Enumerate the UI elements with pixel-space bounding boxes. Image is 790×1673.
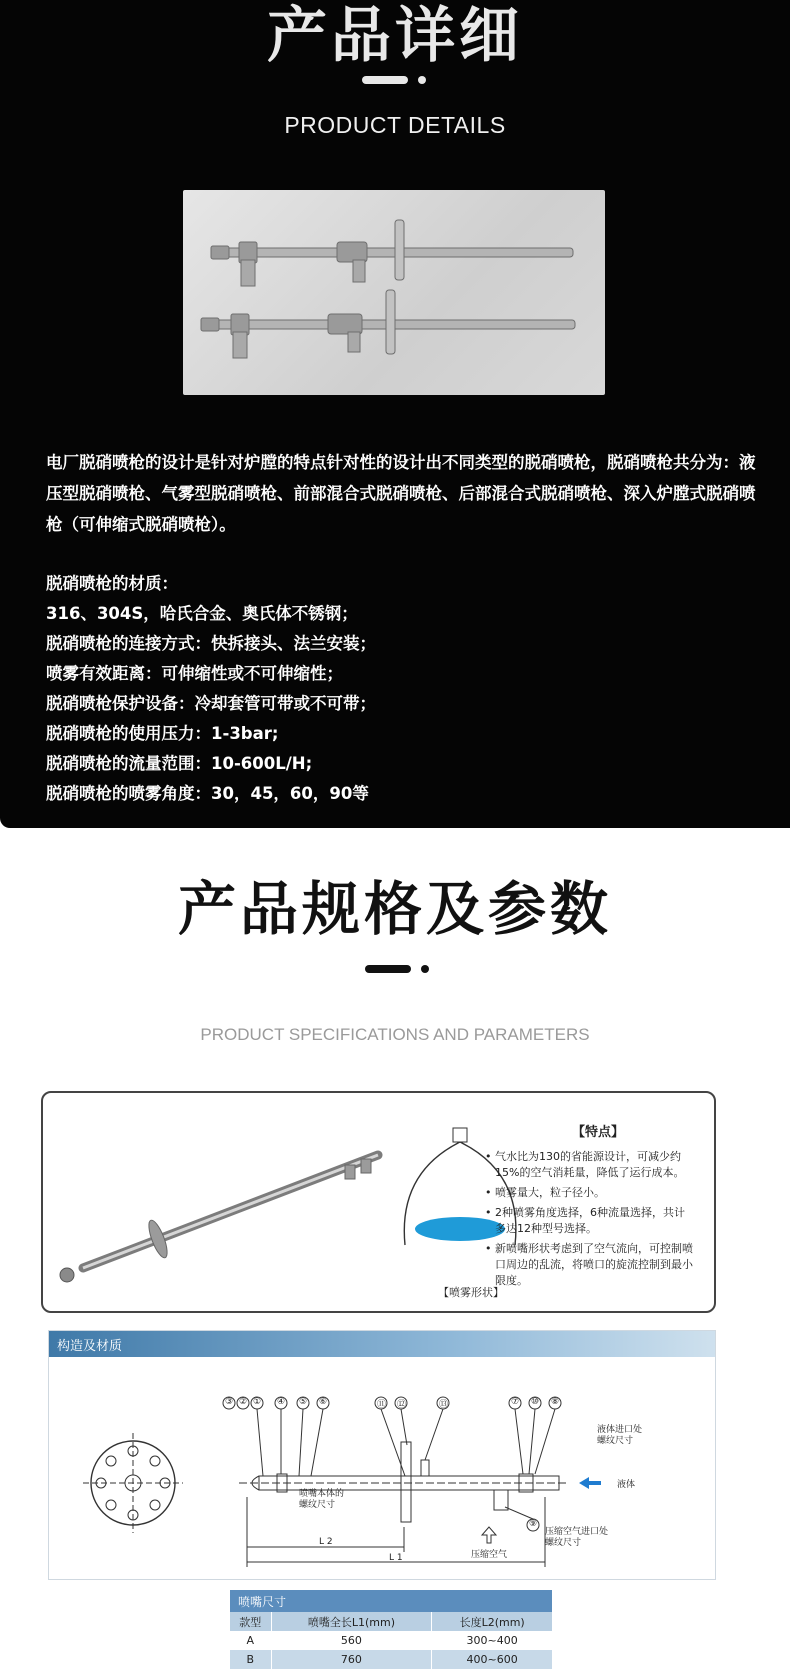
callout-4: ④ bbox=[277, 1397, 286, 1407]
callout-13: ⑬ bbox=[439, 1400, 449, 1410]
table-row bbox=[230, 1631, 553, 1650]
table-cell: 560 bbox=[271, 1631, 432, 1650]
spec-line: 喷雾有效距离：可伸缩性或不可伸缩性； bbox=[46, 664, 343, 683]
nozzle-thread-label: 喷嘴本体的 螺纹尺寸 bbox=[299, 1489, 345, 1510]
spec-line: 脱硝喷枪的喷雾角度：30，45，60，90等 bbox=[46, 784, 369, 803]
spec-line: 脱硝喷枪保护设备：冷却套管可带或不可带； bbox=[46, 694, 376, 713]
spec-line: 316、304S，哈氏合金、奥氏体不锈钢； bbox=[46, 604, 358, 623]
features-title: 【特点】 bbox=[571, 1125, 624, 1140]
spray-shape-caption: 【喷雾形状】 bbox=[438, 1286, 504, 1299]
table-header-row bbox=[230, 1612, 553, 1631]
feature-item: • 气水比为130的省能源设计，可减少约15%的空气消耗量，降低了运行成本。 bbox=[485, 1150, 685, 1179]
callout-6: ⑥ bbox=[319, 1397, 328, 1407]
callout-9: ⑨ bbox=[529, 1519, 538, 1529]
table-caption: 喷嘴尺寸 bbox=[230, 1590, 553, 1612]
details-subtitle: PRODUCT DETAILS bbox=[284, 112, 506, 138]
product-details-section bbox=[0, 0, 790, 828]
feature-item: • 2种喷雾角度选择，6种流量选择，共计多达12种型号选择。 bbox=[485, 1206, 685, 1235]
details-title: 产品详细 bbox=[267, 1, 523, 71]
intro-paragraph: 电厂脱硝喷枪的设计是针对炉膛的特点针对性的设计出不同类型的脱硝喷枪，脱硝喷枪共分为：液压型脱硝喷枪、气雾型脱硝喷枪、前部混合式脱硝喷枪、后部混合式脱硝喷枪、深入炉膛式脱硝喷枪（可伸缩式脱硝喷枪）。 bbox=[46, 453, 756, 534]
callout-7: ⑦ bbox=[511, 1397, 520, 1407]
structure-panel bbox=[48, 1330, 716, 1580]
table-cell: B bbox=[230, 1650, 271, 1669]
dimension-l2: L 2 bbox=[319, 1537, 333, 1547]
spec-line: 脱硝喷枪的使用压力：1-3bar; bbox=[46, 724, 279, 743]
feature-item: • 喷雾量大，粒子径小。 bbox=[485, 1186, 605, 1199]
column-header: 长度L2(mm) bbox=[432, 1612, 553, 1631]
dimension-l1: L 1 bbox=[389, 1553, 403, 1563]
spec-line: 脱硝喷枪的流量范围：10-600L/H; bbox=[46, 754, 313, 773]
liquid-inlet-label: 液体进口处 螺纹尺寸 bbox=[597, 1425, 643, 1446]
callout-11: ⑪ bbox=[377, 1400, 387, 1410]
table-cell: 300~400 bbox=[432, 1631, 553, 1650]
callout-10: ⑩ bbox=[531, 1397, 540, 1407]
column-header: 喷嘴全长L1(mm) bbox=[271, 1612, 432, 1631]
table-cell: A bbox=[230, 1631, 271, 1650]
specs-subtitle: PRODUCT SPECIFICATIONS AND PARAMETERS bbox=[200, 1025, 590, 1044]
spec-line: 脱硝喷枪的材质： bbox=[46, 574, 178, 593]
callout-8: ⑧ bbox=[551, 1397, 560, 1407]
air-inlet-label: 压缩空气进口处 螺纹尺寸 bbox=[545, 1527, 609, 1548]
features-list bbox=[483, 1093, 713, 1313]
callout-12: ⑫ bbox=[397, 1400, 407, 1410]
product-photo bbox=[183, 190, 605, 395]
structure-drawing bbox=[49, 1357, 716, 1580]
features-panel bbox=[41, 1091, 716, 1313]
nozzle-size-table bbox=[230, 1590, 553, 1669]
spec-line: 脱硝喷枪的连接方式：快拆接头、法兰安装； bbox=[46, 634, 376, 653]
callout-5: ⑤ bbox=[299, 1397, 308, 1407]
table-cell: 760 bbox=[271, 1650, 432, 1669]
specs-title: 产品规格及参数 bbox=[177, 875, 612, 943]
air-label: 压缩空气 bbox=[471, 1550, 508, 1560]
table-row bbox=[230, 1650, 553, 1669]
liquid-label: 液体 bbox=[617, 1480, 636, 1490]
column-header: 款型 bbox=[230, 1612, 271, 1631]
structure-header: 构造及材质 bbox=[49, 1331, 716, 1357]
callout-1: ① bbox=[253, 1397, 262, 1407]
feature-item: • 新喷嘴形状考虑到了空气流向，可控制喷口周边的乱流，将喷口的旋流控制到最小限度。 bbox=[485, 1242, 693, 1287]
callout-3: ③ bbox=[225, 1397, 234, 1407]
table-cell: 400~600 bbox=[432, 1650, 553, 1669]
callout-2: ② bbox=[239, 1397, 248, 1407]
